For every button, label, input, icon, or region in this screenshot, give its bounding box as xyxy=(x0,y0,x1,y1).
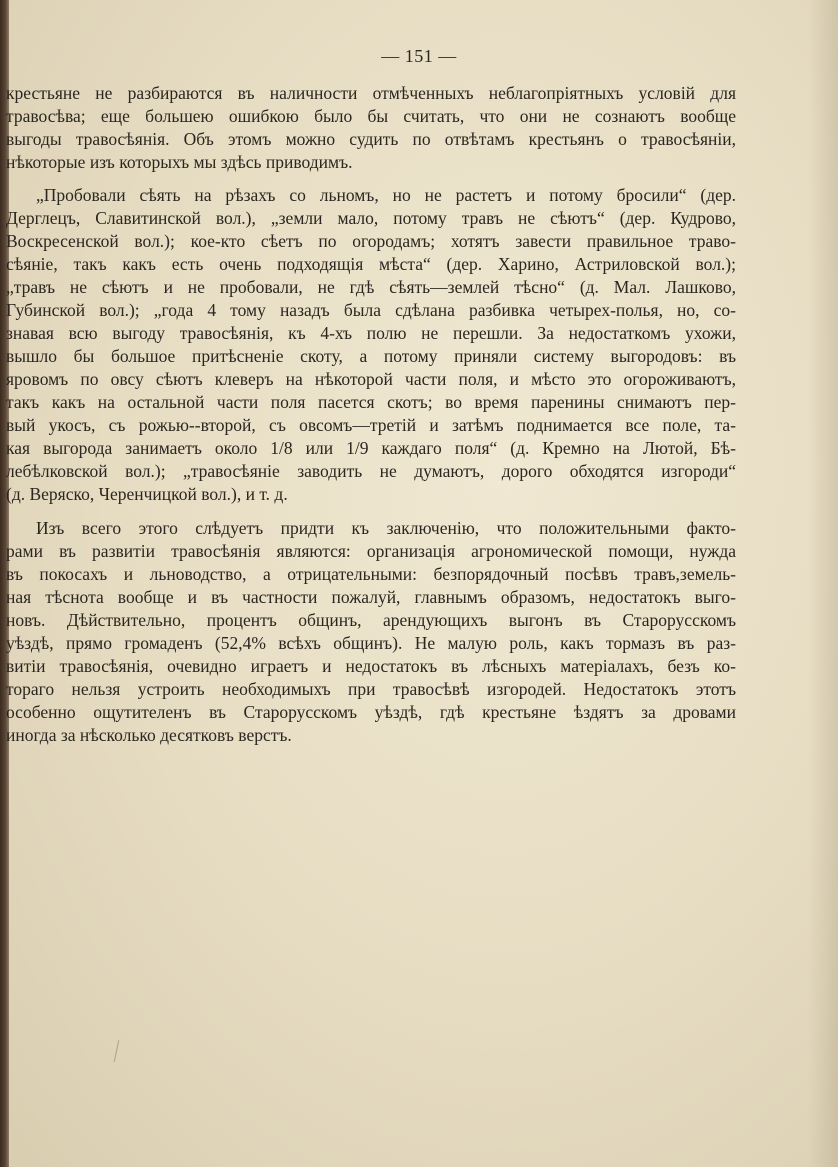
text-line: въ покосахъ и льноводство, а отрицательными: безпорядочный посѣвъ травъ,земель- xyxy=(6,564,736,584)
body-text xyxy=(6,82,736,747)
text-line: крестьяне не разбираются въ наличности отмѣченныхъ неблагопріятныхъ условій для xyxy=(6,83,736,103)
text-line: „травъ не сѣютъ и не пробовали, не гдѣ сѣять—землей тѣсно“ (д. Мал. Лашково, xyxy=(6,277,736,297)
page-edge-shadow xyxy=(808,0,838,1167)
text-line: особенно ощутителенъ въ Старорусскомъ уѣздѣ, гдѣ крестьяне ѣздятъ за дровами xyxy=(6,702,736,722)
text-line: (д. Веряско, Черенчицкой вол.), и т. д. xyxy=(6,484,288,504)
text-line: нѣкоторые изъ которыхъ мы здѣсь приводимъ. xyxy=(6,152,353,172)
text-line: сѣяніе, такъ какъ есть очень подходящія мѣста“ (дер. Харино, Астриловской вол.); xyxy=(6,254,736,274)
text-line: лебѣлковской вол.); „травосѣяніе заводить не думаютъ, дорого обходятся изгороди“ xyxy=(6,461,736,481)
paragraph-gap xyxy=(6,174,736,184)
text-line: уѣздѣ, прямо громаденъ (52,4% всѣхъ общинъ). Не малую роль, какъ тормазъ въ раз- xyxy=(6,633,736,653)
text-line: новъ. Дѣйствительно, процентъ общинъ, арендующихъ выгонъ въ Старорусскомъ xyxy=(6,610,736,630)
pencil-mark xyxy=(114,1040,120,1062)
text-line: тораго нельзя устроить необходимыхъ при травосѣвѣ изгородей. Недостатокъ этотъ xyxy=(6,679,736,699)
paragraph-gap xyxy=(6,506,736,517)
text-line: иногда за нѣсколько десятковъ верстъ. xyxy=(6,725,292,745)
text-line: кая выгорода занимаетъ около 1/8 или 1/9 каждаго поля“ (д. Кремно на Лютой, Бѣ- xyxy=(6,438,736,458)
text-line: травосѣва; еще большею ошибкою было бы считать, что они не сознаютъ вообще xyxy=(6,106,736,126)
text-line: ная тѣснота вообще и въ частности пожалуй, главнымъ образомъ, недостатокъ выго- xyxy=(6,587,736,607)
text-line: рами въ развитіи травосѣянія являются: организація агрономической помощи, нужда xyxy=(6,541,736,561)
text-line: яровомъ по овсу сѣютъ клеверъ на нѣкоторой части поля, и мѣсто это огороживаютъ, xyxy=(6,369,736,389)
text-line: витіи травосѣянія, очевидно играетъ и недостатокъ въ лѣсныхъ матеріалахъ, безъ ко- xyxy=(6,656,736,676)
text-line: Воскресенской вол.); кое-кто сѣетъ по огородамъ; хотятъ завести правильное траво- xyxy=(6,231,736,251)
page-number: — 151 — xyxy=(381,46,457,66)
text-line: вышло бы большое притѣсненіе скоту, а потому приняли систему выгородовъ: въ xyxy=(6,346,736,366)
text-line: выгоды травосѣянія. Объ этомъ можно судить по отвѣтамъ крестьянъ о травосѣяніи, xyxy=(6,129,736,149)
text-line: Губинской вол.); „года 4 тому назадъ была сдѣлана разбивка четырех-полья, но, со- xyxy=(6,300,736,320)
text-line: вый укосъ, съ рожью--второй, съ овсомъ—третій и затѣмъ поднимается все поле, та- xyxy=(6,415,736,435)
text-line: знавая всю выгоду травосѣянія, къ 4-хъ полю не перешли. За недостаткомъ ухожи, xyxy=(6,323,736,343)
text-line: „Пробовали сѣять на рѣзахъ со льномъ, но не растетъ и потому бросили“ (дер. xyxy=(36,185,736,205)
text-line: Дерглецъ, Славитинской вол.), „земли мало, потому травъ не сѣютъ“ (дер. Кудрово, xyxy=(6,208,736,228)
text-line: такъ какъ на остальной части поля пасется скотъ; во время паренины снимаютъ пер- xyxy=(6,392,736,412)
text-line: Изъ всего этого слѣдуетъ придти къ заключенію, что положительными факто- xyxy=(36,518,736,538)
